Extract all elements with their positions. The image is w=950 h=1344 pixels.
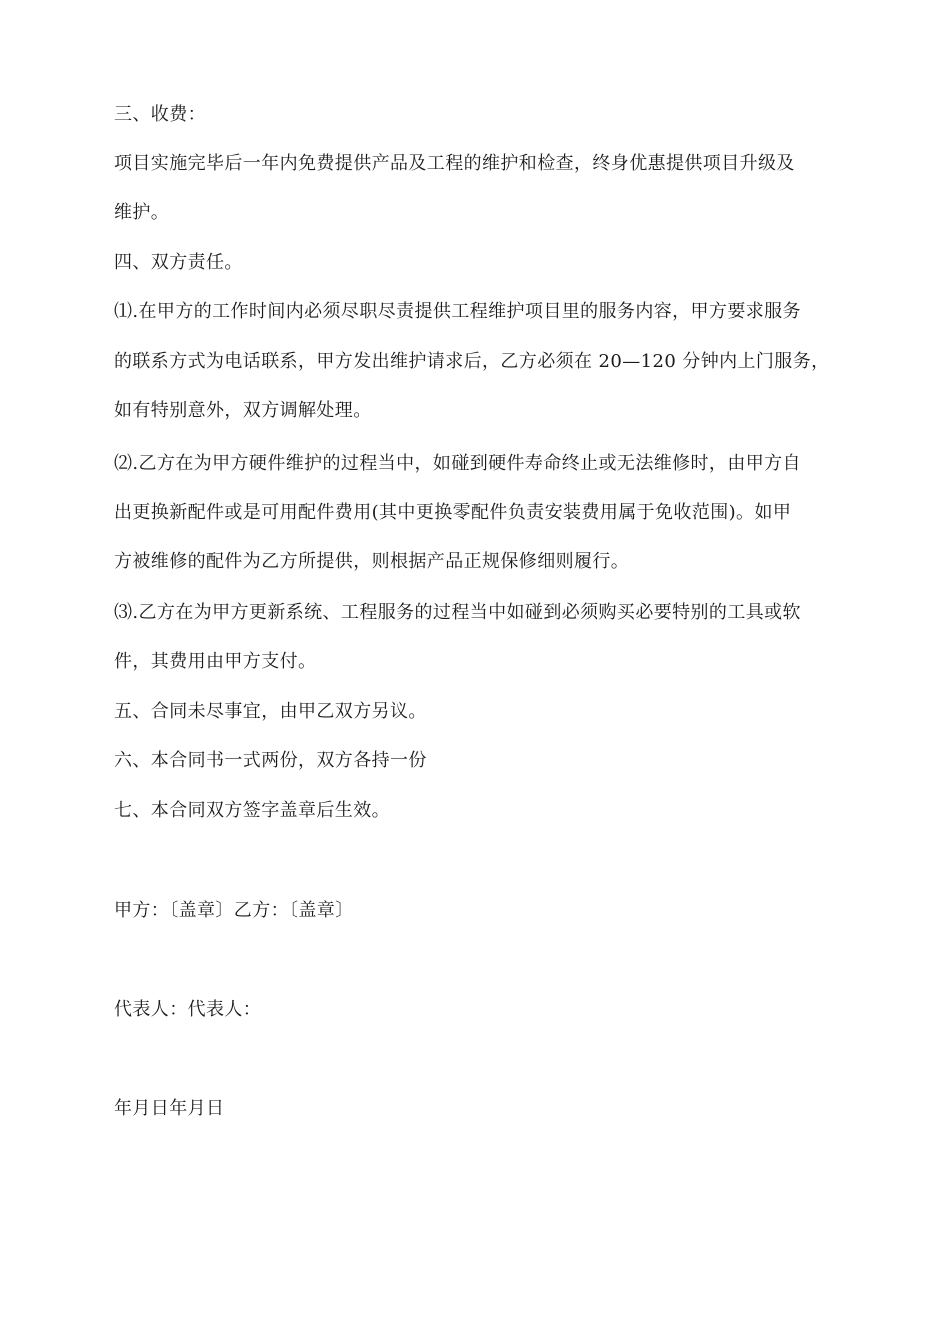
section-4-item-3-line-2: 件，其费用由甲方支付。 bbox=[114, 651, 317, 672]
signature-representative-line: 代表人：代表人： bbox=[114, 999, 262, 1020]
section-4-item-2-line-3: 方被维修的配件为乙方所提供，则根据产品正规保修细则履行。 bbox=[114, 551, 630, 572]
section-7: 七、本合同双方签字盖章后生效。 bbox=[114, 800, 390, 821]
section-4-item-2-line-1: ⑵.乙方在为甲方硬件维护的过程当中，如碰到硬件寿命终止或无法维修时，由甲方自 bbox=[114, 453, 801, 474]
section-4-item-1-line-3: 如有特别意外，双方调解处理。 bbox=[114, 400, 372, 421]
signature-seal-line: 甲方：〔盖章〕乙方：〔盖章〕 bbox=[114, 900, 354, 921]
section-4-item-1-line-2: 的联系方式为电话联系，甲方发出维护请求后，乙方必须在 20—120 分钟内上门服务， bbox=[114, 351, 830, 372]
signature-date-line: 年月日年月日 bbox=[114, 1098, 225, 1119]
section-5: 五、合同未尽事宜，由甲乙双方另议。 bbox=[114, 701, 427, 722]
section-4-item-2-line-2: 出更换新配件或是可用配件费用(其中更换零配件负责安装费用属于免收范围)。如甲 bbox=[114, 502, 792, 523]
section-3-body-line-1: 项目实施完毕后一年内免费提供产品及工程的维护和检查，终身优惠提供项目升级及 bbox=[114, 153, 795, 174]
section-3-heading: 三、收费： bbox=[114, 104, 206, 125]
section-4-heading: 四、双方责任。 bbox=[114, 252, 243, 273]
section-4-item-3-line-1: ⑶.乙方在为甲方更新系统、工程服务的过程当中如碰到必须购买必要特别的工具或软 bbox=[114, 602, 801, 623]
section-4-item-1-line-1: ⑴.在甲方的工作时间内必须尽职尽责提供工程维护项目里的服务内容，甲方要求服务 bbox=[114, 301, 801, 322]
section-6: 六、本合同书一式两份，双方各持一份 bbox=[114, 750, 427, 771]
section-3-body-line-2: 维护。 bbox=[114, 202, 170, 223]
